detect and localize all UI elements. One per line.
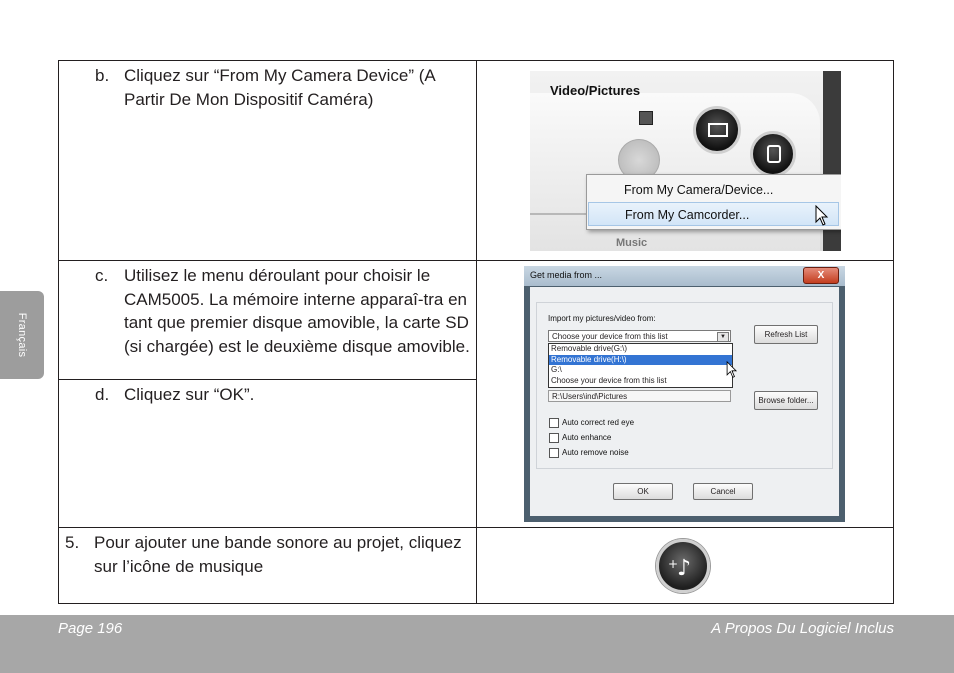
option-removable-g[interactable]: Removable drive(G:\)	[551, 344, 628, 353]
option-removable-h[interactable]: Removable drive(H:\)	[549, 355, 732, 366]
cell-step-5	[58, 527, 477, 604]
cell-step-d	[58, 379, 477, 528]
destination-path-field[interactable]: R:\Users\ind\Pictures	[548, 390, 731, 402]
checkbox-red-eye[interactable]	[549, 418, 559, 428]
cell-step-b	[58, 60, 477, 261]
step-b-text: Cliquez sur “From My Camera Device” (A Partir De Mon Dispositif Caméra)	[124, 66, 435, 109]
save-icon	[639, 111, 653, 125]
device-context-menu	[586, 174, 841, 230]
svg-text:+: +	[668, 557, 679, 571]
language-side-tab	[0, 291, 44, 379]
device-combo-value: Choose your device from this list	[552, 332, 668, 341]
camera-device-icon[interactable]	[750, 131, 796, 177]
step-5-text: Pour ajouter une bande sonore au projet, cliquez sur l’icône de musique	[94, 533, 462, 576]
menu-item-camera-device[interactable]: From My Camera/Device...	[624, 183, 774, 197]
get-media-dialog	[524, 266, 845, 522]
checkbox-remove-noise[interactable]	[549, 448, 559, 458]
step-d-text: Cliquez sur “OK”.	[124, 385, 255, 404]
step-b-number: b.	[95, 66, 110, 85]
arrow-line	[530, 213, 586, 215]
checkbox-remove-noise-label: Auto remove noise	[562, 448, 629, 457]
page-number: Page 196	[58, 620, 123, 637]
cancel-button[interactable]: Cancel	[693, 483, 753, 500]
chevron-down-icon[interactable]: ▼	[717, 332, 729, 342]
checkbox-red-eye-label: Auto correct red eye	[562, 418, 635, 427]
step-5-number: 5.	[65, 533, 80, 552]
browse-folder-button[interactable]: Browse folder...	[754, 391, 818, 410]
page-footer	[0, 615, 954, 673]
checkbox-enhance-label: Auto enhance	[562, 433, 612, 442]
import-label: Import my pictures/video from:	[548, 314, 656, 323]
step-d-number: d.	[95, 385, 110, 404]
checkbox-enhance[interactable]	[549, 433, 559, 443]
mouse-cursor-icon	[815, 205, 829, 227]
refresh-list-button[interactable]: Refresh List	[754, 325, 818, 344]
cell-step-c	[58, 260, 477, 380]
close-button[interactable]: X	[803, 267, 839, 284]
dialog-title-bar	[524, 266, 845, 286]
dialog-title: Get media from ...	[530, 270, 603, 280]
option-g-drive[interactable]: G:\	[551, 365, 562, 374]
svg-text:♪: ♪	[677, 556, 692, 581]
video-pictures-header: Video/Pictures	[550, 83, 641, 98]
option-choose-device[interactable]: Choose your device from this list	[551, 375, 667, 385]
music-label: Music	[616, 237, 648, 249]
step-c-number: c.	[95, 266, 109, 285]
mouse-cursor-icon	[726, 361, 738, 379]
side-tab-label: Français	[16, 312, 28, 358]
ok-button[interactable]: OK	[613, 483, 673, 500]
add-video-icon[interactable]	[693, 106, 741, 154]
screenshot-media-menu	[530, 71, 841, 251]
music-icon[interactable]	[656, 539, 710, 593]
step-c-text: Utilisez le menu déroulant pour choisir le CAM5005. La mémoire interne apparaî-tra en tant que premier disque amovible, la carte SD (si chargée) est le deuxième disque amovible.	[124, 266, 470, 356]
device-combo[interactable]	[548, 330, 731, 342]
device-dropdown-list	[548, 343, 733, 388]
section-title: A Propos Du Logiciel Inclus	[711, 620, 894, 637]
dialog-body	[530, 287, 839, 516]
menu-item-camcorder[interactable]: From My Camcorder...	[588, 202, 839, 226]
